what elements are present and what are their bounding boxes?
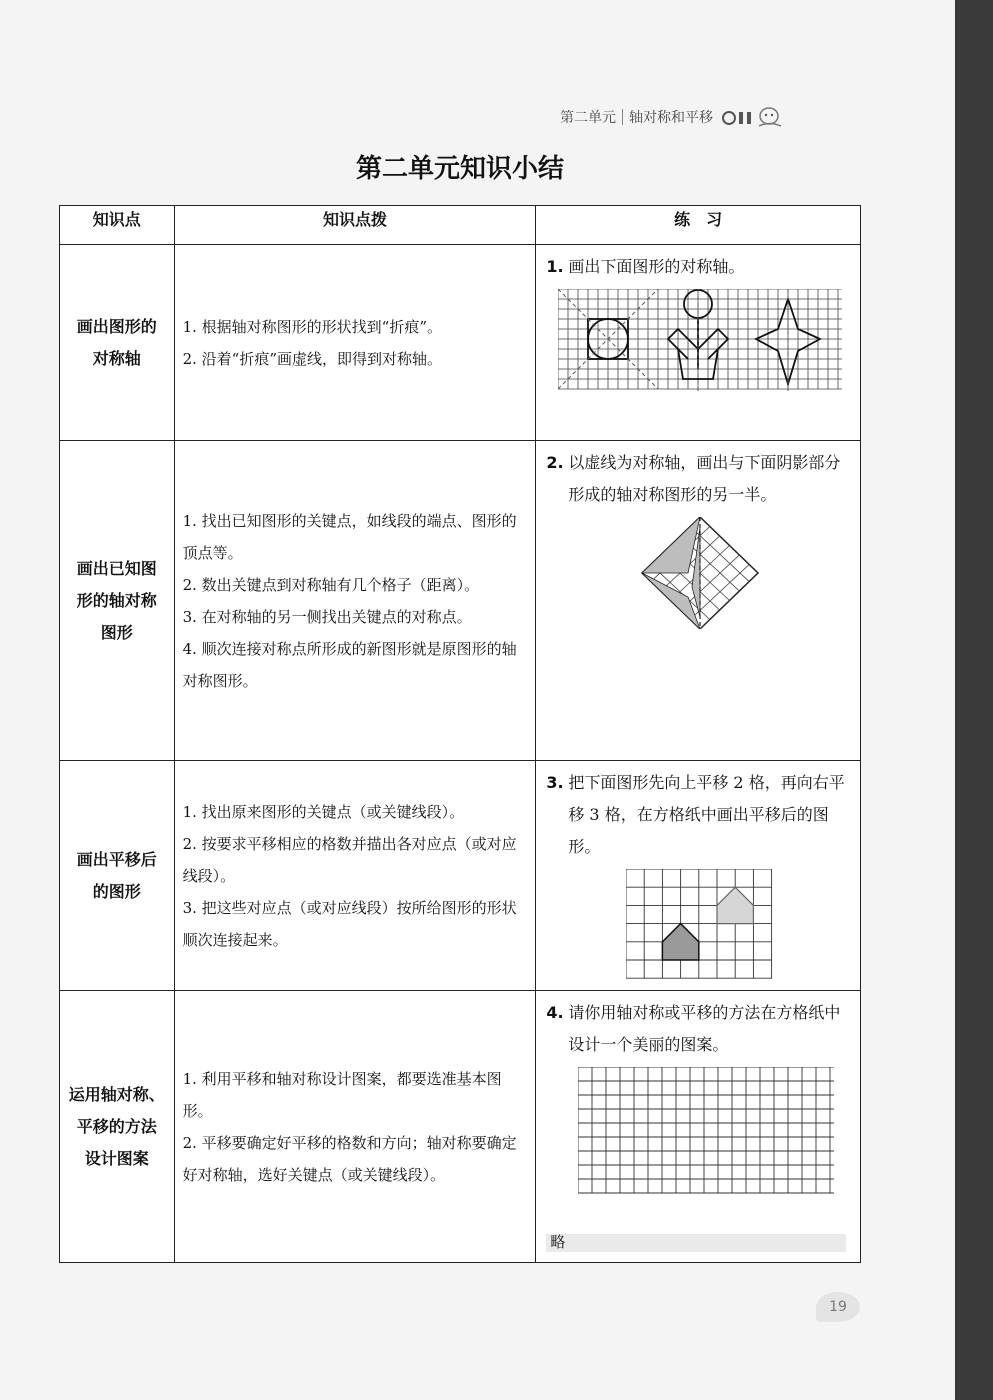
topic-line: 画出平移后 [76,849,157,869]
page-number: 19 [816,1292,860,1322]
question [546,251,854,283]
tip-item: 2. 沿着“折痕”画虚线，即得到对称轴。 [182,349,443,368]
question-text: 把下面图形先向上平移 2 格，再向右平移 3 格，在方格纸中画出平移后的图形。 [568,773,845,856]
topic-line: 的图形 [92,881,141,901]
question-text: 画出下面图形的对称轴。 [568,257,745,276]
practice-cell [536,991,861,1263]
topic-line: 对称轴 [92,348,141,368]
tips-cell [174,245,536,441]
table-header-row [60,206,861,245]
translation-grid-figure [626,869,774,981]
tip-item: 1. 根据轴对称图形的形状找到“折痕”。 [182,317,443,336]
topic-line: 画出图形的 [76,316,157,336]
tip-item: 1. 利用平移和轴对称设计图案，都要选准基本图形。 [182,1069,502,1120]
topic-cell [60,761,175,991]
design-grid-figure [578,1067,836,1197]
tip-item: 1. 找出原来图形的关键点（或关键线段）。 [182,802,465,821]
header-unit: 第二单元 [560,110,616,126]
column-header: 知识点拨 [174,206,536,245]
topic-line: 运用轴对称、 [68,1084,165,1104]
practice-cell [536,245,861,441]
tip-item: 4. 顺次连接对称点所形成的新图形就是原图形的轴对称图形。 [182,639,517,690]
question [546,767,854,863]
diamond-symmetry-figure [640,517,760,629]
question-text: 以虚线为对称轴，画出与下面阴影部分形成的轴对称图形的另一半。 [568,453,841,504]
question-number: 3. [546,773,564,792]
header-divider [622,109,623,125]
tips-cell [174,991,536,1263]
summary-table [59,205,861,1263]
question-text: 请你用轴对称或平移的方法在方格纸中设计一个美丽的图案。 [568,1003,841,1054]
topic-cell [60,441,175,761]
question-number: 4. [546,1003,564,1022]
page-title: 第二单元知识小结 [355,154,564,184]
topic-line: 形的轴对称 [76,590,157,610]
practice-cell [536,441,861,761]
column-header: 练 习 [536,206,861,245]
topic-cell [60,991,175,1263]
header-topic: 轴对称和平移 [629,110,713,126]
topic-line: 设计图案 [84,1148,149,1168]
question [546,997,854,1061]
question-number: 1. [546,257,564,276]
tip-item: 2. 平移要确定好平移的格数和方向；轴对称要确定好对称轴，选好关键点（或关键线段）。 [182,1133,517,1184]
table-row [60,991,861,1263]
tip-item: 3. 把这些对应点（或对应线段）按所给图形的形状顺次连接起来。 [182,898,517,949]
topic-line: 画出已知图 [76,558,157,578]
mascot-logo-icon [719,104,789,130]
symmetry-grid-figure [558,289,842,393]
table-row [60,761,861,991]
topic-line: 图形 [100,622,133,642]
table-row [60,441,861,761]
column-header: 知识点 [60,206,175,245]
question-number: 2. [546,453,564,472]
page-edge [955,0,993,1400]
tip-item: 2. 按要求平移相应的格数并描出各对应点（或对应线段）。 [182,834,517,885]
tip-item: 2. 数出关键点到对称轴有几个格子（距离）。 [182,575,480,594]
tips-cell [174,761,536,991]
tip-item: 1. 找出已知图形的关键点，如线段的端点、图形的顶点等。 [182,511,517,562]
topic-line: 平移的方法 [76,1116,157,1136]
topic-cell [60,245,175,441]
table-row [60,245,861,441]
tip-item: 3. 在对称轴的另一侧找出关键点的对称点。 [182,607,472,626]
answer-line [546,1234,846,1252]
tips-cell [174,441,536,761]
running-header [560,104,789,130]
practice-cell [536,761,861,991]
answer-text: 略 [550,1233,566,1251]
question [546,447,854,511]
